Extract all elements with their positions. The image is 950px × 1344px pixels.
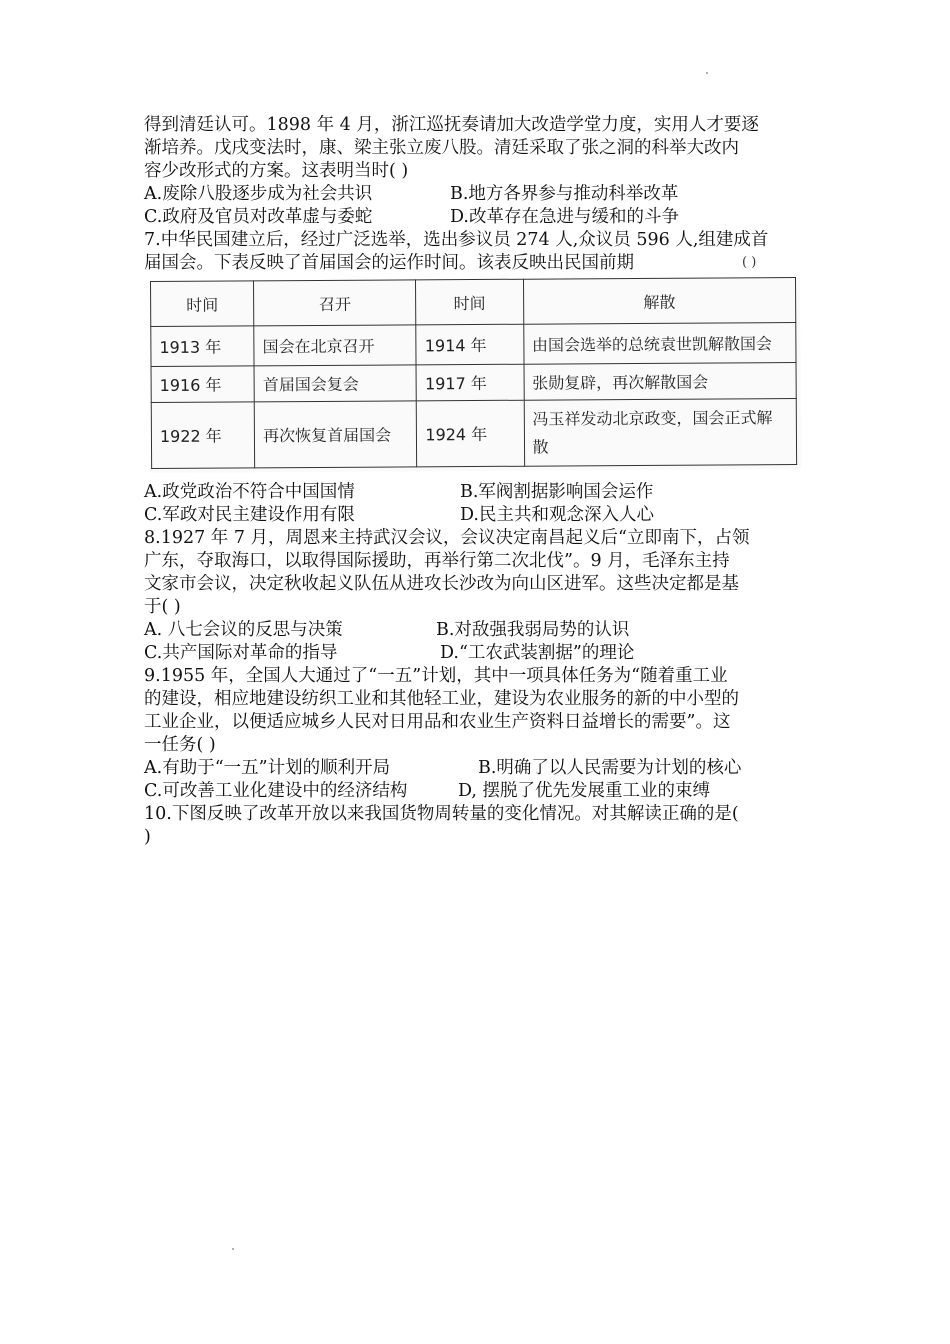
cell-event: 首届国会复会 xyxy=(254,365,416,402)
option-c[interactable]: C.军政对民主建设作用有限 xyxy=(144,505,355,525)
question-6 xyxy=(144,114,812,229)
option-d[interactable]: D.民主共和观念深入人心 xyxy=(460,505,654,525)
option-d[interactable]: D.“工农武装割据”的理论 xyxy=(440,643,635,663)
cell-event: 由国会选举的总统袁世凯解散国会 xyxy=(523,323,796,365)
question-9-line: 工业企业，以便适应城乡人民对日用品和农业生产资料日益增长的需要”。这 xyxy=(144,712,731,732)
option-b[interactable]: B.军阀割据影响国会运作 xyxy=(460,482,654,502)
option-c[interactable]: C.政府及官员对改革虚与委蛇 xyxy=(144,207,373,227)
cell-year: 1917 年 xyxy=(416,364,523,401)
option-c[interactable]: C.可改善工业化建设中的经济结构 xyxy=(144,781,408,801)
question-7-line: 届国会。下表反映了首届国会的运作时间。该表反映出民国前期 xyxy=(144,253,634,273)
header-dissolve: 解散 xyxy=(523,278,796,325)
option-b[interactable]: B.对敌强我弱局势的认识 xyxy=(436,620,630,640)
question-6-line: 渐培养。戊戌变法时，康、梁主张立废八股。清廷采取了张之洞的科举大改内 xyxy=(144,138,739,158)
cell-event: 再次恢复首届国会 xyxy=(254,401,417,468)
option-c[interactable]: C.共产国际对革命的指导 xyxy=(144,643,338,663)
scanned-table-image xyxy=(150,277,801,473)
cell-year: 1916 年 xyxy=(151,366,254,403)
cell-year: 1922 年 xyxy=(151,402,255,469)
question-8-line: 广东，夺取海口，以取得国际援助，再举行第二次北伐”。9 月，毛泽东主持 xyxy=(144,551,730,571)
option-d[interactable]: D, 摆脱了优先发展重工业的束缚 xyxy=(458,781,711,801)
question-9-options-row-1 xyxy=(144,757,812,780)
option-a[interactable]: A.政党政治不符合中国国情 xyxy=(144,482,355,502)
question-6-options-row-2 xyxy=(144,206,812,229)
question-10-line: ) xyxy=(144,827,151,847)
cell-event: 冯玉祥发动北京政变，国会正式解散 xyxy=(524,399,797,467)
question-7 xyxy=(144,229,812,527)
question-9-options-row-2 xyxy=(144,780,812,803)
option-d[interactable]: D.改革存在急进与缓和的斗争 xyxy=(450,207,679,227)
question-8-line: 于( ) xyxy=(144,597,181,617)
question-8-line: 8.1927 年 7 月，周恩来主持武汉会议，会议决定南昌起义后“立即南下，占领 xyxy=(144,528,750,548)
table-row xyxy=(151,363,796,403)
cell-event: 张勋复辟，再次解散国会 xyxy=(524,363,797,401)
question-9-line: 一任务( ) xyxy=(144,735,216,755)
table-row xyxy=(151,399,796,469)
cell-year: 1914 年 xyxy=(416,324,523,365)
option-a[interactable]: A.废除八股逐步成为社会共识 xyxy=(144,184,373,204)
question-7-line: 7.中华民国建立后，经过广泛选举，选出参议员 274 人,众议员 596 人,组建成首 xyxy=(144,230,769,250)
cell-year: 1924 年 xyxy=(417,400,525,467)
cell-year: 1913 年 xyxy=(151,326,254,367)
exam-page xyxy=(144,114,812,849)
question-8-options-row-2 xyxy=(144,642,812,665)
question-6-line: 容少改形式的方案。这表明当时( ) xyxy=(144,161,409,181)
question-6-options-row-1 xyxy=(144,183,812,206)
question-9-line: 9.1955 年，全国人大通过了“一五”计划，其中一项具体任务为“随着重工业 xyxy=(144,666,728,686)
option-a[interactable]: A.有助于“一五”计划的顺利开局 xyxy=(144,758,391,778)
header-convene: 召开 xyxy=(254,280,417,326)
header-time-convene: 时间 xyxy=(151,281,254,327)
question-10-line: 10.下图反映了改革开放以来我国货物周转量的变化情况。对其解读正确的是( xyxy=(144,804,739,824)
option-a[interactable]: A. 八七会议的反思与决策 xyxy=(144,620,343,640)
question-9-line: 的建设，相应地建设纺织工业和其他轻工业，建设为农业服务的新的中小型的 xyxy=(144,689,739,709)
question-7-options-row-2 xyxy=(144,504,812,527)
question-7-answer-paren: ( ) xyxy=(742,255,757,270)
question-9 xyxy=(144,665,812,803)
question-8 xyxy=(144,527,812,665)
header-time-dissolve: 时间 xyxy=(416,279,523,325)
option-b[interactable]: B.明确了以人民需要为计划的核心 xyxy=(478,758,742,778)
parliament-table xyxy=(150,277,797,469)
table-row xyxy=(151,323,796,367)
scan-speck-top xyxy=(706,72,708,74)
question-7-options-row-1 xyxy=(144,481,812,504)
cell-event: 国会在北京召开 xyxy=(254,325,416,366)
table-header-row xyxy=(151,278,796,327)
question-10 xyxy=(144,803,812,849)
question-8-line: 文家市会议，决定秋收起义队伍从进攻长沙改为向山区进军。这些决定都是基 xyxy=(144,574,739,594)
question-8-options-row-1 xyxy=(144,619,812,642)
scan-speck-bottom xyxy=(232,1248,234,1250)
option-b[interactable]: B.地方各界参与推动科举改革 xyxy=(450,184,679,204)
question-6-line: 得到清廷认可。1898 年 4 月，浙江巡抚奏请加大改造学堂力度，实用人才要逐 xyxy=(144,115,759,135)
